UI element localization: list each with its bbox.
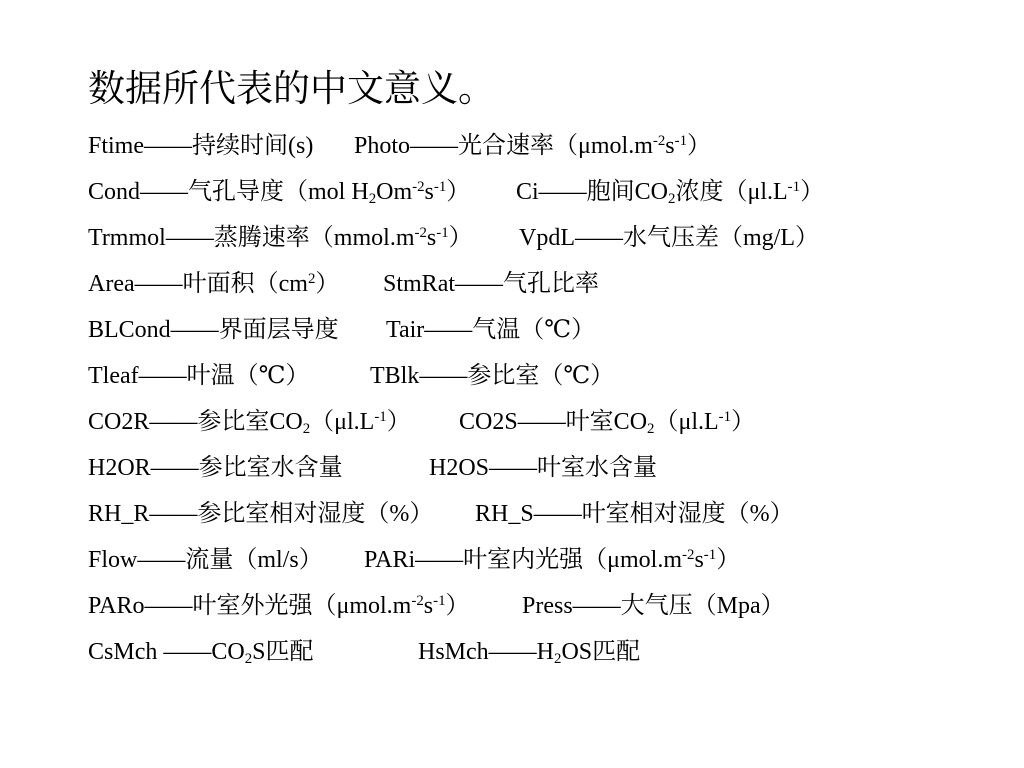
- definition-text: Flow——流量（ml/s）: [88, 547, 323, 573]
- superscript: -1: [436, 224, 449, 241]
- definition-item-csmch: [88, 629, 313, 675]
- definition-text: CO2S——叶室CO: [459, 409, 648, 435]
- definition-item-trmmol: [88, 215, 473, 261]
- definition-line: [88, 123, 988, 169]
- superscript: -2: [414, 224, 427, 241]
- definition-text: ）: [386, 409, 411, 435]
- definition-text: Cond——气孔导度（mol H: [88, 179, 369, 205]
- definition-item-rh-s: [475, 491, 794, 537]
- definition-text: ）: [445, 593, 470, 619]
- definition-text: Ci——胞间CO: [516, 179, 669, 205]
- definition-text: （μl.L: [654, 409, 719, 435]
- definition-line: [88, 491, 988, 537]
- definition-text: OS匹配: [561, 639, 641, 665]
- definition-text: s: [423, 593, 434, 619]
- definition-item-tblk: [370, 353, 614, 399]
- definition-text: H2OS——叶室水含量: [429, 455, 658, 481]
- definition-text: Photo——光合速率（μmol.m: [354, 133, 653, 159]
- superscript: -1: [433, 592, 446, 609]
- definition-text: RH_S——叶室相对湿度（%）: [475, 501, 794, 527]
- definition-text: s: [424, 179, 434, 205]
- superscript: -2: [411, 592, 424, 609]
- definition-text: ）: [315, 271, 340, 297]
- definition-item-h2or: [88, 445, 343, 491]
- superscript: -1: [787, 178, 801, 195]
- subscript: 2: [668, 191, 676, 208]
- definition-line: [88, 353, 988, 399]
- definition-text: ）: [446, 179, 471, 205]
- subscript: 2: [244, 651, 253, 668]
- definition-text: VpdL——水气压差（mg/L）: [519, 225, 819, 251]
- definition-item-ci: [516, 169, 824, 215]
- definition-text: HsMch——H: [418, 639, 554, 665]
- superscript: -1: [374, 408, 387, 425]
- slide-title: 数据所代表的中文意义。: [88, 69, 495, 110]
- definition-line: [88, 261, 988, 307]
- definition-line: [88, 445, 988, 491]
- definition-text: PARo——叶室外光强（μmol.m: [88, 593, 412, 619]
- definition-text: StmRat——气孔比率: [383, 271, 600, 297]
- definition-text: ）: [687, 133, 712, 159]
- subscript: 2: [368, 191, 377, 208]
- definition-item-area: [88, 261, 339, 307]
- definition-text: BLCond——界面层导度: [88, 317, 339, 343]
- definition-line: [88, 629, 988, 675]
- definition-text: Om: [376, 179, 413, 205]
- superscript: -2: [652, 132, 666, 149]
- superscript: -1: [433, 178, 447, 195]
- definition-item-blcond: [88, 307, 339, 353]
- definition-text: ）: [731, 409, 756, 435]
- definition-text: Press——大气压（Mpa）: [522, 593, 785, 619]
- definition-item-tleaf: [88, 353, 309, 399]
- definition-text: 浓度（μl.L: [675, 179, 788, 205]
- superscript: -1: [674, 132, 688, 149]
- definition-item-vpdl: [519, 215, 819, 261]
- definition-text: S匹配: [252, 639, 314, 665]
- definition-line: [88, 399, 988, 445]
- definition-item-co2r: [88, 399, 411, 445]
- subscript: 2: [302, 421, 311, 438]
- definition-text: ）: [448, 225, 473, 251]
- definition-text: TBlk——参比室（℃）: [370, 363, 615, 389]
- definition-list: [88, 123, 988, 675]
- definition-line: [88, 537, 988, 583]
- definition-item-press: [522, 583, 785, 629]
- definition-item-ftime: [88, 123, 313, 169]
- definition-text: CO2R——参比室CO: [88, 409, 303, 435]
- definition-text: s: [694, 547, 704, 573]
- definition-line: [88, 583, 988, 629]
- superscript: 2: [307, 270, 316, 287]
- superscript: -1: [718, 408, 732, 425]
- definition-item-tair: [386, 307, 595, 353]
- definition-item-photo: [354, 123, 711, 169]
- definition-text: ）: [716, 547, 741, 573]
- definition-item-rh-r: [88, 491, 433, 537]
- definition-text: Tleaf——叶温（℃）: [88, 363, 310, 389]
- definition-item-co2s: [459, 399, 755, 445]
- definition-text: H2OR——参比室水含量: [88, 455, 343, 481]
- definition-item-stmrat: [383, 261, 599, 307]
- definition-item-pari: [364, 537, 740, 583]
- superscript: -2: [412, 178, 425, 195]
- subscript: 2: [554, 651, 562, 668]
- definition-text: Trmmol——蒸腾速率（mmol.m: [88, 225, 415, 251]
- superscript: -1: [703, 546, 717, 563]
- definition-text: Tair——气温（℃）: [386, 317, 596, 343]
- definition-text: ）: [800, 179, 825, 205]
- definition-item-paro: [88, 583, 470, 629]
- definition-line: [88, 307, 988, 353]
- definition-item-cond: [88, 169, 470, 215]
- definition-text: Ftime——持续时间(s): [88, 133, 314, 159]
- definition-text: （μl.L: [310, 409, 375, 435]
- definition-text: s: [426, 225, 437, 251]
- definition-text: RH_R——参比室相对湿度（%）: [88, 501, 434, 527]
- definition-item-flow: [88, 537, 323, 583]
- definition-text: CsMch ——CO: [88, 639, 245, 665]
- superscript: -2: [682, 546, 695, 563]
- definition-item-hsmch: [418, 629, 640, 675]
- definition-text: Area——叶面积（cm: [88, 271, 308, 297]
- definition-text: s: [665, 133, 675, 159]
- definition-line: [88, 169, 988, 215]
- definition-text: PARi——叶室内光强（μmol.m: [364, 547, 683, 573]
- subscript: 2: [647, 421, 655, 438]
- definition-item-h2os: [429, 445, 657, 491]
- definition-line: [88, 215, 988, 261]
